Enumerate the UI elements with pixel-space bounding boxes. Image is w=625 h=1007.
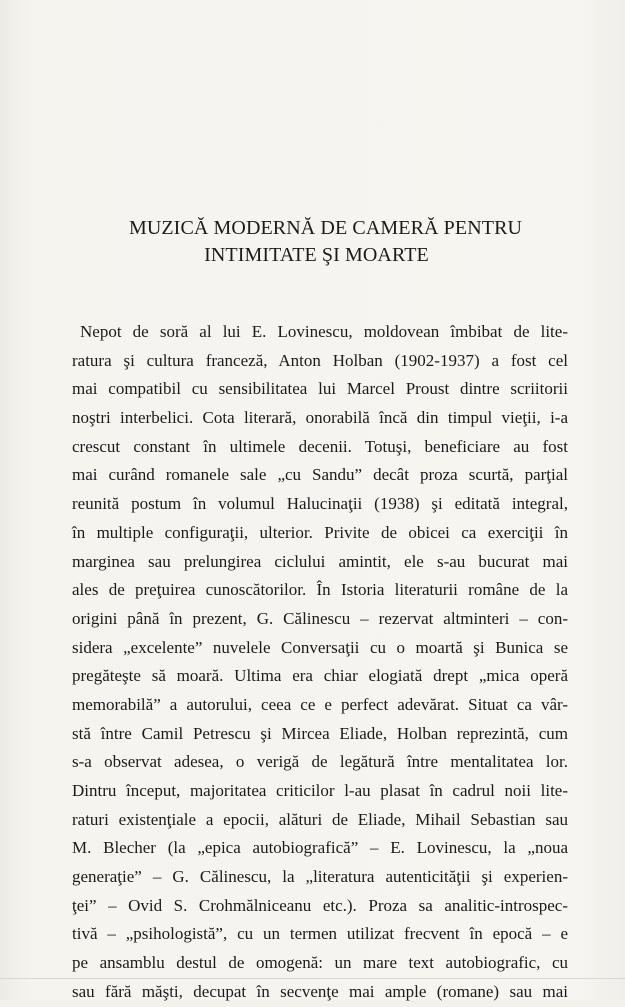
text-line: reunită postum în volumul Halucinaţii (1938) şi editată integral, bbox=[72, 494, 568, 514]
text-line: sidera „excelente” nuvelele Conversaţii cu o moartă şi Bunica se bbox=[72, 637, 568, 657]
text-line: sau fără măşti, decupat în secvenţe mai ample (romane) sau mai bbox=[72, 981, 568, 1001]
text-line: ţei” – Ovid S. Crohmălniceanu etc.). Proza sa analitic-introspec- bbox=[72, 895, 568, 915]
text-line: memorabilă” a autorului, ceea ce e perfect adevărat. Situat ca vâr- bbox=[72, 694, 568, 714]
text-line: M. Blecher (la „epica autobiografică” – E. Lovinescu, la „noua bbox=[72, 838, 568, 858]
text-line: crescut constant în ultimele decenii. Totuşi, beneficiare au fost bbox=[72, 436, 568, 456]
text-line: în multiple configuraţii, ulterior. Privite de obicei ca exerciţii în bbox=[72, 522, 568, 542]
body-paragraph bbox=[72, 318, 568, 1007]
text-line: ratura şi cultura franceză, Anton Holban (1902-1937) a fost cel bbox=[72, 350, 568, 370]
text-line: noştri interbelici. Cota literară, onorabilă încă din timpul vieţii, i-a bbox=[72, 408, 568, 428]
text-line: Nepot de soră al lui E. Lovinescu, moldovean îmbibat de lite- bbox=[80, 322, 568, 341]
chapter-title-line-1: MUZICĂ MODERNĂ DE CAMERĂ PENTRU bbox=[128, 217, 523, 239]
text-line: generaţie” – G. Călinescu, la „literatura autenticităţii şi experien- bbox=[72, 867, 568, 887]
text-line: origini până în prezent, G. Călinescu – rezervat altminteri – con- bbox=[72, 608, 568, 628]
text-line: tivă – „psihologistă”, cu un termen utilizat frecvent în epocă – e bbox=[72, 924, 568, 944]
text-line: mai curând romanele sale „cu Sandu” decât proza scurtă, parţial bbox=[72, 465, 568, 485]
text-line: s-a observat adesea, o verigă de legătură între mentalitatea lor. bbox=[72, 752, 568, 772]
text-line: stă între Camil Petrescu şi Mircea Eliade, Holban reprezintă, cum bbox=[72, 723, 568, 743]
chapter-title-line-2: INTIMITATE ŞI MOARTE bbox=[204, 244, 429, 266]
text-line: mai compatibil cu sensibilitatea lui Marcel Proust dintre scriitorii bbox=[72, 379, 568, 399]
text-line: Dintru început, majoritatea criticilor l-au plasat în cadrul noii lite- bbox=[72, 781, 568, 800]
scan-edge-divider bbox=[0, 978, 625, 979]
text-line: marginea sau prelungirea ciclului amintit, ele s-au bucurat mai bbox=[72, 551, 568, 571]
text-line: pregăteşte să moară. Ultima era chiar elogiată drept „mica operă bbox=[72, 666, 568, 686]
text-line: ales de preţuirea cunoscătorilor. În Istoria literaturii române de la bbox=[72, 580, 568, 600]
text-line: pe ansamblu destul de omogenă: un mare text autobiografic, cu bbox=[72, 953, 568, 973]
text-line: raturi existenţiale a epocii, alături de Eliade, Mihail Sebastian sau bbox=[72, 809, 568, 829]
